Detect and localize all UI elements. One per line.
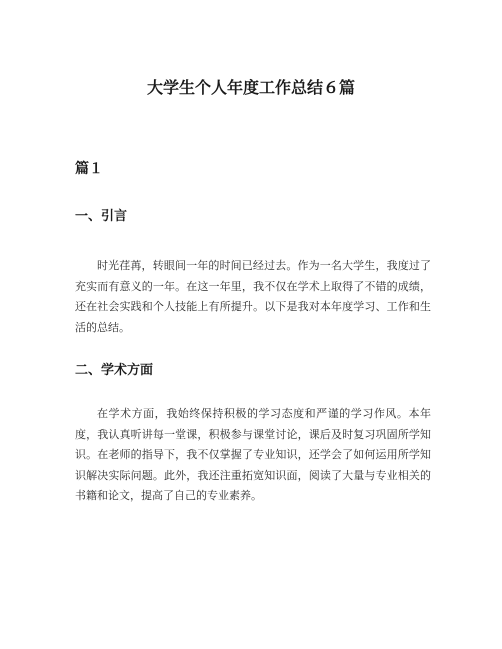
section-paragraph-introduction: 时光荏苒，转眼间一年的时间已经过去。作为一名大学生，我度过了充实而有意义的一年。在这一年里，我不仅在学术上取得了不错的成绩，还在社会实践和个人技能上有所提升。以下是我对本年度学习、工作和生活的总结。 — [75, 259, 431, 334]
section-paragraph-academics: 在学术方面，我始终保持积极的学习态度和严谨的学习作风。本年度，我认真听讲每一堂课，积极参与课堂讨论，课后及时复习巩固所学知识。在老师的指导下，我不仅掌握了专业知识，还学会了如何运用所学知识解决实际问题。此外，我还注重拓宽知识面，阅读了大量与专业相关的书籍和论文，提高了自己的专业素养。 — [75, 407, 431, 502]
part-heading: 篇１ — [75, 161, 103, 177]
section-heading-academics: 二、学术方面 — [75, 363, 154, 378]
document-title: 大学生个人年度工作总结６篇 — [146, 78, 355, 97]
section-heading-introduction: 一、引言 — [75, 209, 128, 224]
